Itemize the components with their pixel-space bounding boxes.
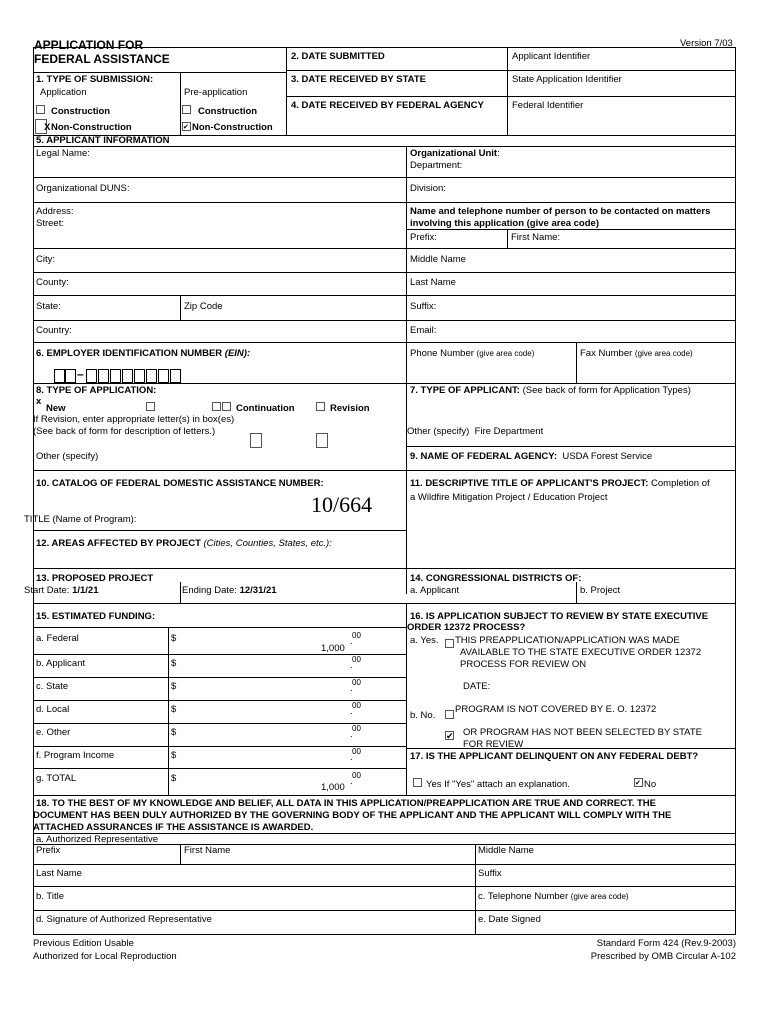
form-title-line1: APPLICATION FOR (34, 38, 144, 52)
decimal-dot: . (350, 776, 353, 787)
revision-label: Revision (330, 403, 370, 414)
review-yes-checkbox[interactable] (445, 639, 454, 648)
zip-code-field[interactable]: Zip Code (184, 301, 223, 312)
federal-identifier-field[interactable]: Federal Identifier (512, 100, 584, 111)
decimal-dot: . (350, 660, 353, 671)
certification-line3: ATTACHED ASSURANCES IF THE ASSISTANCE IS AWARDED. (33, 822, 314, 833)
ein-box[interactable] (110, 369, 121, 383)
divider (168, 627, 169, 795)
legal-name-field[interactable]: Legal Name: (36, 148, 90, 159)
review-yes-text-3: PROCESS FOR REVIEW ON (460, 659, 587, 670)
review-no-text-3: FOR REVIEW (463, 739, 524, 750)
city-field[interactable]: City: (36, 254, 55, 265)
date-submitted-label: 2. DATE SUBMITTED (291, 51, 385, 62)
rep-suffix-field[interactable]: Suffix (478, 868, 502, 879)
non-construction-app-label: Non-Construction (51, 122, 132, 133)
revision-checkbox[interactable] (316, 402, 325, 411)
funding-row-label: f. Program Income (36, 750, 115, 761)
other-specify-app-field[interactable]: Other (specify) (36, 451, 99, 462)
divider (33, 654, 406, 655)
decimal-dot: . (350, 752, 353, 763)
footer-previous-edition: Previous Edition Usable (33, 938, 134, 949)
district-applicant-field[interactable]: a. Applicant (410, 585, 460, 596)
org-unit-label: Organizational Unit: (410, 148, 500, 159)
cents-label: 00 (352, 701, 361, 710)
proposed-project-label: 13. PROPOSED PROJECT (36, 573, 154, 584)
cents-label: 00 (352, 747, 361, 756)
rep-signature-field[interactable]: d. Signature of Authorized Representative (36, 914, 212, 925)
cents-label: 00 (352, 771, 361, 780)
email-field[interactable]: Email: (410, 325, 437, 336)
form-title-line2: FEDERAL ASSISTANCE (34, 52, 170, 66)
divider (33, 342, 736, 343)
revision-letter-box-1[interactable] (250, 433, 262, 448)
applicant-type-label: 7. TYPE OF APPLICANT: (See back of form for Application Types) (410, 385, 691, 396)
new-checkbox[interactable] (146, 402, 155, 411)
review-no-text-1: PROGRAM IS NOT COVERED BY E. O. 12372 (455, 704, 657, 715)
preapplication-label: Pre-application (184, 87, 248, 98)
divider (475, 844, 476, 935)
divider (180, 72, 181, 136)
ein-box[interactable] (134, 369, 145, 383)
divider (406, 748, 736, 749)
fax-number-field[interactable]: Fax Number (give area code) (580, 348, 693, 359)
district-project-field[interactable]: b. Project (580, 585, 621, 596)
divider (576, 582, 577, 603)
state-field[interactable]: State: (36, 301, 61, 312)
divider (406, 446, 736, 447)
address-label: Address: (36, 206, 74, 217)
contact-middle-name-field[interactable]: Middle Name (410, 254, 466, 265)
auth-rep-label: a. Authorized Representative (36, 834, 158, 845)
congressional-districts-label: 14. CONGRESSIONAL DISTRICTS OF: (410, 573, 582, 584)
divider (286, 70, 736, 71)
construction-preapp-checkbox[interactable] (182, 105, 191, 114)
cents-label: 00 (352, 655, 361, 664)
divider (33, 248, 736, 249)
decimal-dot: . (350, 706, 353, 717)
construction-preapp-label: Construction (198, 106, 258, 117)
applicant-type-other[interactable]: Other (specify) Fire Department (407, 426, 544, 437)
divider (286, 47, 287, 136)
rep-last-name-field[interactable]: Last Name (36, 868, 82, 879)
version-label: Version 7/03 (680, 38, 733, 49)
currency-sign: $ (171, 704, 177, 715)
construction-app-checkbox[interactable] (36, 105, 45, 114)
decimal-dot: . (350, 636, 353, 647)
date-signed-field[interactable]: e. Date Signed (478, 914, 541, 925)
rep-middle-name-field[interactable]: Middle Name (478, 845, 534, 856)
footer-form-number: Standard Form 424 (Rev.9-2003) (596, 938, 736, 949)
divider (33, 568, 736, 569)
contact-first-name-field[interactable]: First Name: (511, 232, 561, 243)
divider (33, 72, 286, 73)
divider (33, 677, 406, 678)
currency-sign: $ (171, 773, 177, 784)
review-no-label: b. No. (410, 710, 436, 721)
divider (576, 342, 577, 383)
currency-sign: $ (171, 750, 177, 761)
certification-line2: DOCUMENT HAS BEEN DULY AUTHORIZED BY THE GOVERNING BODY OF THE APPLICANT AND THE APPLICANT WILL COMPLY WITH THE (33, 810, 672, 821)
divider (33, 627, 406, 628)
cents-label: 00 (352, 678, 361, 687)
funding-row-label: g. TOTAL (36, 773, 77, 784)
end-date-field[interactable]: Ending Date: 12/31/21 (182, 585, 277, 596)
contact-label-line2: involving this application (give area code) (410, 218, 599, 229)
ein-box[interactable] (54, 369, 65, 383)
footer-local-reproduction: Authorized for Local Reproduction (33, 951, 177, 962)
cfda-label: 10. CATALOG OF FEDERAL DOMESTIC ASSISTANCE NUMBER: (36, 478, 324, 489)
delinquent-yes-checkbox[interactable] (413, 778, 422, 787)
contact-prefix-field[interactable]: Prefix: (410, 232, 437, 243)
review-date-field[interactable]: DATE: (463, 681, 491, 692)
continuation-checkbox[interactable] (212, 402, 221, 411)
continuation-checkbox-2[interactable] (222, 402, 231, 411)
cfda-number[interactable]: 10/664 (311, 492, 373, 517)
divider (33, 320, 736, 321)
country-field[interactable]: Country: (36, 325, 72, 336)
ein-box[interactable] (158, 369, 169, 383)
divider (33, 470, 736, 471)
divider (33, 146, 736, 147)
review-no-text-2: OR PROGRAM HAS NOT BEEN SELECTED BY STATE (463, 727, 702, 738)
start-date-field[interactable]: Start Date: 1/1/21 (24, 585, 99, 596)
non-construction-preapp-label: Non-Construction (192, 122, 273, 133)
application-label: Application (40, 87, 87, 98)
non-construction-app-x: X (44, 122, 51, 133)
rep-first-name-field[interactable]: First Name (184, 845, 231, 856)
divider (33, 723, 406, 724)
divider (180, 844, 181, 864)
duns-field[interactable]: Organizational DUNS: (36, 183, 130, 194)
division-field[interactable]: Division: (410, 183, 446, 194)
currency-sign: $ (171, 658, 177, 669)
state-app-identifier-field[interactable]: State Application Identifier (512, 74, 622, 85)
funding-row-label: c. State (36, 681, 69, 692)
divider (33, 603, 736, 604)
cents-label: 00 (352, 724, 361, 733)
review-yes-text-2: AVAILABLE TO THE STATE EXECUTIVE ORDER 12372 (460, 647, 702, 658)
rep-telephone-field[interactable]: c. Telephone Number (give area code) (478, 891, 629, 902)
delinquent-label: 17. IS THE APPLICANT DELINQUENT ON ANY FEDERAL DEBT? (410, 751, 699, 762)
review-label-line1: 16. IS APPLICATION SUBJECT TO REVIEW BY STATE EXECUTIVE (410, 611, 709, 622)
review-label-line2: ORDER 12372 PROCESS? (407, 622, 526, 633)
currency-sign: $ (171, 681, 177, 692)
divider (33, 768, 406, 769)
department-field[interactable]: Department: (410, 160, 463, 171)
check-icon: ✔ (183, 124, 189, 131)
divider (507, 229, 508, 248)
funding-row-label: b. Applicant (36, 658, 86, 669)
contact-suffix-field[interactable]: Suffix: (410, 301, 437, 312)
areas-affected-label: 12. AREAS AFFECTED BY PROJECT (Cities, Counties, States, etc.): (36, 538, 332, 549)
divider (406, 229, 736, 230)
divider (180, 295, 181, 320)
ein-box[interactable] (122, 369, 133, 383)
rep-title-field[interactable]: b. Title (36, 891, 64, 902)
project-title-label: 11. DESCRIPTIVE TITLE OF APPLICANT'S PROJECT: Completion of (410, 478, 710, 489)
ein-box[interactable] (98, 369, 109, 383)
divider (286, 96, 736, 97)
review-yes-text-1: THIS PREAPPLICATION/APPLICATION WAS MADE (455, 635, 680, 646)
applicant-identifier-field[interactable]: Applicant Identifier (512, 51, 591, 62)
funding-row-label: d. Local (36, 704, 70, 715)
currency-sign: $ (171, 633, 177, 644)
divider (33, 202, 736, 203)
decimal-dot: . (350, 729, 353, 740)
ein-box[interactable] (65, 369, 76, 383)
check-icon: ✔ (635, 780, 641, 787)
ein-box[interactable] (170, 369, 181, 383)
contact-last-name-field[interactable]: Last Name (410, 277, 456, 288)
review-no-checkbox[interactable] (445, 710, 454, 719)
delinquent-no-label: No (644, 779, 657, 790)
divider (33, 295, 736, 296)
federal-agency-field[interactable]: 9. NAME OF FEDERAL AGENCY: USDA Forest Service (410, 451, 653, 462)
phone-number-field[interactable]: Phone Number (give area code) (410, 348, 535, 359)
revision-note-1: If Revision, enter appropriate letter(s) in box(es) (33, 414, 235, 425)
estimated-funding-label: 15. ESTIMATED FUNDING: (36, 611, 156, 622)
continuation-label: Continuation (236, 403, 295, 414)
divider (33, 844, 736, 845)
certification-line1: 18. TO THE BEST OF MY KNOWLEDGE AND BELIEF, ALL DATA IN THIS APPLICATION/PREAPPLICATION ARE TRUE AND CORRECT. THE (36, 798, 656, 809)
street-field[interactable]: Street: (36, 218, 64, 229)
funding-row-label: a. Federal (36, 633, 79, 644)
rep-prefix-field[interactable]: Prefix (36, 845, 61, 856)
ein-dash: – (77, 367, 84, 381)
revision-letter-box-2[interactable] (316, 433, 328, 448)
date-received-state-label: 3. DATE RECEIVED BY STATE (291, 74, 426, 85)
divider (33, 177, 736, 178)
county-field[interactable]: County: (36, 277, 69, 288)
contact-label-line1: Name and telephone number of person to be contacted on matters (410, 206, 711, 217)
submission-type-label: 1. TYPE OF SUBMISSION: (36, 74, 154, 85)
cents-label: 00 (352, 631, 361, 640)
review-yes-label: a. Yes. (410, 635, 439, 646)
divider (33, 700, 406, 701)
applicant-info-label: 5. APPLICANT INFORMATION (36, 135, 170, 146)
app-type-label: 8. TYPE OF APPLICATION: (36, 385, 157, 396)
ein-box[interactable] (146, 369, 157, 383)
check-icon: ✔ (446, 731, 454, 741)
new-x-mark: x (36, 396, 42, 407)
currency-sign: $ (171, 727, 177, 738)
divider (33, 795, 736, 796)
divider (33, 383, 736, 384)
revision-note-2: (See back of form for description of letters.) (33, 426, 216, 437)
date-received-federal-label: 4. DATE RECEIVED BY FEDERAL AGENCY (291, 100, 484, 111)
ein-box[interactable] (86, 369, 97, 383)
divider (507, 47, 508, 136)
ein-label: 6. EMPLOYER IDENTIFICATION NUMBER (EIN): (36, 348, 251, 359)
divider (33, 910, 736, 911)
construction-app-label: Construction (51, 106, 111, 117)
delinquent-yes-label: Yes If "Yes" attach an explanation. (426, 779, 570, 790)
divider (33, 530, 406, 531)
project-title-value[interactable]: a Wildfire Mitigation Project / Education Project (410, 492, 608, 503)
divider (33, 746, 406, 747)
funding-row-label: e. Other (36, 727, 71, 738)
decimal-dot: . (350, 683, 353, 694)
funding-federal-amount[interactable]: 1,000 (321, 643, 345, 654)
funding-total-amount[interactable]: 1,000 (321, 782, 345, 793)
divider (33, 864, 736, 865)
divider (180, 582, 181, 603)
footer-omb-circular: Prescribed by OMB Circular A-102 (590, 951, 736, 962)
program-title-field[interactable]: TITLE (Name of Program): (24, 514, 137, 525)
new-label: New (46, 403, 66, 414)
divider (33, 886, 736, 887)
divider (33, 272, 736, 273)
divider (406, 146, 407, 594)
